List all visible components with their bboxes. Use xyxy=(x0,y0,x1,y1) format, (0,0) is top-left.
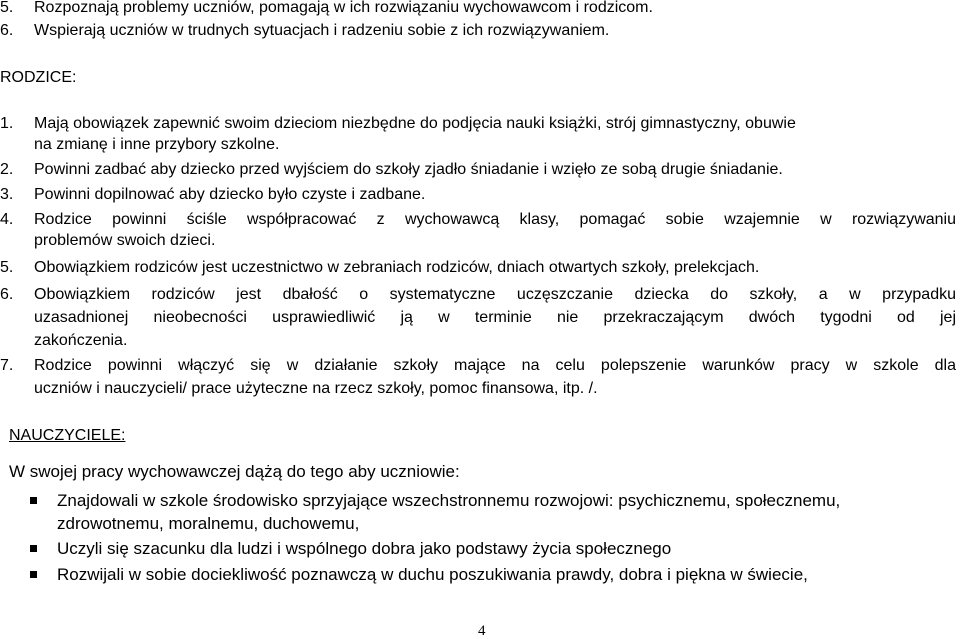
item-text: Obowiązkiem rodziców jest dbałość o systematyczne uczęszczanie dziecka do szkoły, a w przypadku xyxy=(34,286,956,303)
item-text: Rodzice powinni ściśle współpracować z wychowawcą klasy, pomagać sobie wzajemnie w rozwiązywaniu xyxy=(34,211,956,228)
item-number: 5. xyxy=(0,259,14,276)
item-number: 2. xyxy=(0,161,14,178)
item-text: Wspierają uczniów w trudnych sytuacjach i radzeniu sobie z ich rozwiązywaniem. xyxy=(34,22,610,39)
item-number: 1. xyxy=(0,115,14,132)
item-number: 5. xyxy=(0,0,14,16)
item-text: zakończenia. xyxy=(34,332,128,349)
item-text: Powinni dopilnować aby dziecko było czyste i zadbane. xyxy=(34,186,426,203)
item-text: problemów swoich dzieci. xyxy=(34,232,216,249)
square-bullet-icon xyxy=(30,545,37,552)
item-number: 7. xyxy=(0,357,14,374)
section-heading-teachers: NAUCZYCIELE: xyxy=(9,427,126,444)
item-number: 6. xyxy=(0,286,14,303)
item-text: Uczyli się szacunku dla ludzi i wspólnego dobra jako podstawy życia społecznego xyxy=(57,539,672,558)
item-text: Rozpoznają problemy uczniów, pomagają w ich rozwiązaniu wychowawcom i rodzicom. xyxy=(34,0,653,16)
item-text: Znajdowali w szkole środowisko sprzyjające wszechstronnemu rozwojowi: psychicznemu, społecznemu, xyxy=(57,491,841,510)
square-bullet-icon xyxy=(30,571,37,578)
item-number: 6. xyxy=(0,22,14,39)
item-text: Rodzice powinni włączyć się w działanie szkoły mające na celu polepszenie warunków pracy w szkole dla xyxy=(34,357,956,374)
item-text: uczniów i nauczycieli/ prace użyteczne na rzecz szkoły, pomoc finansowa, itp. /. xyxy=(34,380,598,397)
page-number: 4 xyxy=(478,623,486,639)
item-text: na zmianę i inne przybory szkolne. xyxy=(34,136,280,153)
item-text: uzasadnionej nieobecności usprawiedliwić ją w terminie nie przekraczającym dwóch tygodni od jej xyxy=(34,309,956,326)
item-text: Obowiązkiem rodziców jest uczestnictwo w zebraniach rodziców, dniach otwartych szkoły, prelekcjach. xyxy=(34,259,760,276)
section-heading-parents: RODZICE: xyxy=(0,69,77,86)
item-text: Rozwijali w sobie dociekliwość poznawczą w duchu poszukiwania prawdy, dobra i piękna w świecie, xyxy=(57,565,808,584)
item-text: zdrowotnemu, moralnemu, duchowemu, xyxy=(57,514,360,533)
item-number: 3. xyxy=(0,186,14,203)
item-text: Powinni zadbać aby dziecko przed wyjściem do szkoły zjadło śniadanie i wzięło ze sobą drugie śniadanie. xyxy=(34,161,783,178)
square-bullet-icon xyxy=(30,497,37,504)
item-text: Mają obowiązek zapewnić swoim dzieciom niezbędne do podjęcia nauki książki, strój gimnastyczny, obuwie xyxy=(34,115,796,132)
item-number: 4. xyxy=(0,211,14,228)
section-intro: W swojej pracy wychowawczej dążą do tego aby uczniowie: xyxy=(9,462,460,481)
